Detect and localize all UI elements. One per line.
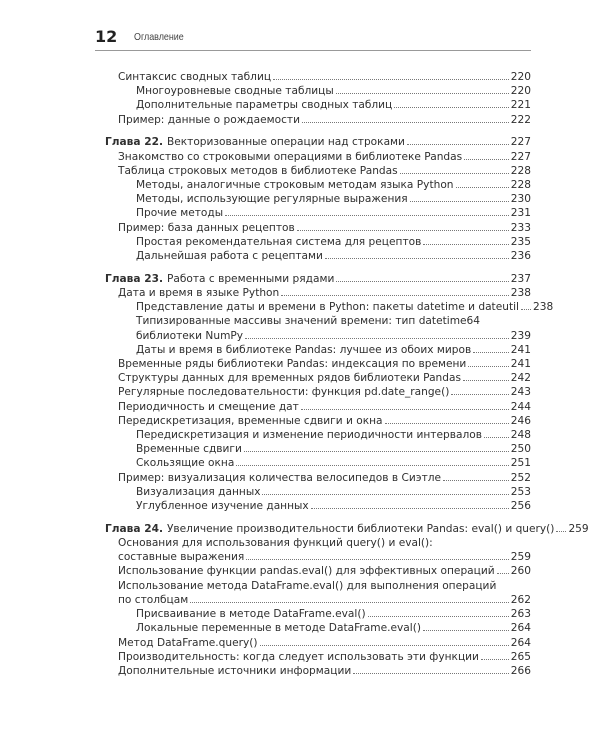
toc-page-number: 239: [510, 329, 531, 342]
toc-entry-text: Визуализация данных: [136, 485, 261, 498]
toc-page-number: 220: [510, 71, 531, 83]
toc-entry-text: Синтаксис сводных таблиц: [118, 71, 272, 83]
dot-leader: [225, 215, 509, 216]
toc-entry[interactable]: [105, 70, 531, 84]
toc-entry-text: Пример: визуализация количества велосипедов в Сиэтле: [118, 471, 442, 484]
dot-leader: [473, 352, 509, 353]
toc-entry[interactable]: [105, 84, 531, 98]
toc-entry-text: Дополнительные источники информации: [118, 664, 352, 677]
toc-page-number: 238: [510, 287, 531, 300]
toc-page-number: 256: [510, 500, 531, 513]
dot-leader: [464, 159, 509, 160]
header-rule: [95, 50, 531, 51]
dot-leader: [281, 295, 509, 296]
toc-entry[interactable]: [105, 414, 531, 428]
toc-entry-text: Знакомство со строковыми операциями в библиотеке Pandas: [118, 150, 463, 163]
toc-entry[interactable]: [105, 300, 554, 314]
toc-entry-text: Простая рекомендательная система для рецептов: [136, 235, 422, 248]
toc-page-number: 233: [510, 221, 531, 234]
dot-leader: [260, 645, 509, 646]
toc-page-number: 237: [510, 272, 531, 285]
toc-page-number: 238: [532, 301, 554, 314]
toc-entry-text: Таблица строковых методов в библиотеке Pandas: [118, 164, 398, 177]
toc-entry[interactable]: [105, 593, 531, 607]
toc-entry[interactable]: [105, 564, 531, 578]
dot-leader: [521, 309, 531, 310]
toc-entry[interactable]: [105, 607, 531, 621]
toc-page-number: 221: [510, 99, 531, 112]
toc-entry-text: Периодичность и смещение дат: [118, 400, 299, 413]
running-header-title: Оглавление: [134, 31, 184, 43]
toc-entry-text: Дополнительные параметры сводных таблиц: [136, 99, 393, 112]
toc-page-number: 248: [510, 429, 531, 442]
toc-entry[interactable]: [105, 456, 531, 470]
toc-entry[interactable]: [105, 150, 531, 164]
toc-entry[interactable]: [105, 442, 531, 456]
toc-entry-text: Локальные переменные в методе DataFrame.eval(): [136, 622, 421, 635]
dot-leader: [484, 437, 509, 438]
toc-page-number: 252: [510, 471, 531, 484]
toc-entry[interactable]: [105, 249, 531, 263]
toc-entry[interactable]: [105, 178, 531, 192]
toc-page-number: 230: [510, 193, 531, 206]
dot-leader: [302, 122, 509, 123]
toc-entry[interactable]: [105, 235, 531, 249]
toc-entry-text: Методы, использующие регулярные выражения: [136, 193, 408, 206]
dot-leader: [311, 508, 509, 509]
toc-entry[interactable]: [105, 371, 531, 385]
toc-entry-line: [105, 536, 531, 550]
toc-entry[interactable]: [105, 550, 531, 564]
toc-entry-text: Даты и время в библиотеке Pandas: лучшее из обоих миров: [136, 343, 472, 356]
dot-leader: [246, 559, 508, 560]
toc-entry[interactable]: [105, 636, 531, 650]
toc-entry-text: Прочие методы: [136, 207, 224, 220]
toc-entry-text: Многоуровневые сводные таблицы: [136, 85, 334, 98]
dot-leader: [423, 630, 509, 631]
dot-leader: [410, 201, 509, 202]
toc-chapter-entry[interactable]: [105, 272, 531, 286]
toc-entry-text: Типизированные массивы значений времени: тип datetime64: [136, 315, 481, 328]
toc-entry[interactable]: [105, 113, 531, 127]
dot-leader: [556, 531, 566, 532]
dot-leader: [394, 107, 509, 108]
toc-entry[interactable]: [105, 206, 531, 220]
toc-entry-line: [105, 579, 531, 593]
toc-entry[interactable]: [105, 98, 531, 112]
toc-entry-text: Регулярные последовательности: функция pd.date_range(): [118, 386, 450, 399]
chapter-title: Векторизованные операции над строками: [166, 136, 405, 149]
toc-entry-text: Передискретизация и изменение периодичности интервалов: [136, 429, 482, 442]
toc-page-number: 242: [510, 372, 531, 385]
toc-entry-text: Передискретизация, временные сдвиги и окна: [118, 414, 383, 427]
toc-page-number: 220: [510, 85, 531, 98]
toc-page-number: 266: [510, 664, 531, 677]
toc-entry[interactable]: [105, 485, 531, 499]
toc-entry-text-continued: по столбцам: [118, 593, 189, 606]
dot-leader: [407, 144, 509, 145]
toc-entry-text-continued: составные выражения: [118, 551, 245, 564]
toc-entry[interactable]: [105, 357, 531, 371]
dot-leader: [497, 573, 509, 574]
chapter-title: Увеличение производительности библиотеки Pandas: eval() и query(): [166, 522, 555, 535]
toc-entry-text: Скользящие окна: [136, 457, 235, 470]
toc-entry-text: Временные ряды библиотеки Pandas: индексация по времени: [118, 358, 467, 371]
toc-page-number: 259: [510, 551, 531, 564]
dot-leader: [245, 338, 509, 339]
toc-entry-text: Углубленное изучение данных: [136, 500, 309, 513]
dot-leader: [336, 93, 509, 94]
dot-leader: [423, 244, 508, 245]
table-of-contents: [105, 70, 589, 678]
toc-page-number: 231: [510, 207, 531, 220]
toc-chapter-entry[interactable]: [105, 135, 531, 149]
toc-entry[interactable]: [105, 329, 531, 343]
dot-leader: [463, 380, 509, 381]
dot-leader: [236, 465, 508, 466]
dot-leader: [385, 423, 509, 424]
toc-entry-text: Дата и время в языке Python: [118, 287, 280, 300]
toc-entry-text: Представление даты и времени в Python: пакеты datetime и dateutil: [136, 301, 519, 314]
toc-entry-text: Присваивание в методе DataFrame.eval(): [136, 608, 366, 621]
toc-chapter-entry[interactable]: [105, 522, 589, 536]
toc-page-number: 222: [510, 113, 531, 126]
toc-entry-text: Структуры данных для временных рядов библиотеки Pandas: [118, 372, 462, 385]
toc-entry[interactable]: [105, 286, 531, 300]
toc-entry-text: Использование функции pandas.eval() для эффективных операций: [118, 565, 495, 578]
toc-entry[interactable]: [105, 428, 531, 442]
dot-leader: [481, 659, 509, 660]
toc-page-number: 228: [510, 179, 531, 192]
toc-page-number: 262: [510, 593, 531, 606]
dot-leader: [190, 602, 509, 603]
toc-page-number: 264: [510, 622, 531, 635]
toc-page-number: 243: [510, 386, 531, 399]
toc-page-number: 253: [510, 485, 531, 498]
toc-page-number: 259: [568, 522, 589, 535]
toc-entry[interactable]: [105, 471, 531, 485]
toc-page-number: 250: [510, 443, 531, 456]
dot-leader: [353, 673, 509, 674]
toc-entry-text: Пример: данные о рождаемости: [118, 113, 300, 126]
dot-leader: [244, 451, 509, 452]
dot-leader: [451, 394, 508, 395]
dot-leader: [273, 79, 509, 80]
toc-entry-text: Основания для использования функций query() и eval():: [118, 537, 433, 550]
toc-entry-line: [105, 314, 531, 328]
toc-page-number: 241: [510, 343, 531, 356]
toc-entry[interactable]: [105, 621, 531, 635]
dot-leader: [443, 480, 509, 481]
toc-entry-text: Пример: база данных рецептов: [118, 221, 295, 234]
dot-leader: [456, 187, 509, 188]
dot-leader: [400, 173, 509, 174]
toc-entry[interactable]: [105, 343, 531, 357]
page-number: 12: [95, 27, 118, 46]
toc-page-number: 241: [510, 358, 531, 371]
dot-leader: [336, 281, 508, 282]
toc-page-number: 251: [510, 457, 531, 470]
toc-page-number: 246: [510, 414, 531, 427]
toc-page-number: 227: [510, 150, 531, 163]
toc-entry[interactable]: [105, 385, 531, 399]
toc-entry[interactable]: [105, 400, 531, 414]
toc-page-number: 244: [510, 400, 531, 413]
dot-leader: [262, 494, 508, 495]
toc-entry-text-continued: библиотеки NumPy: [136, 329, 244, 342]
toc-page-number: 260: [510, 565, 531, 578]
dot-leader: [325, 258, 509, 259]
toc-entry[interactable]: [105, 164, 531, 178]
toc-entry-text: Метод DataFrame.query(): [118, 636, 258, 649]
dot-leader: [301, 409, 509, 410]
chapter-label: Глава 24.: [105, 522, 163, 535]
toc-entry-text: Временные сдвиги: [136, 443, 242, 456]
toc-page-number: 236: [510, 250, 531, 263]
toc-page-number: 228: [510, 164, 531, 177]
toc-entry-text: Методы, аналогичные строковым методам языка Python: [136, 179, 454, 192]
dot-leader: [368, 616, 509, 617]
toc-entry[interactable]: [105, 650, 531, 664]
toc-page-number: 235: [510, 235, 531, 248]
toc-entry[interactable]: [105, 664, 531, 678]
toc-entry[interactable]: [105, 499, 531, 513]
chapter-label: Глава 22.: [105, 136, 163, 149]
toc-entry-text: Использование метода DataFrame.eval() для выполнения операций: [118, 579, 497, 592]
toc-page-number: 264: [510, 636, 531, 649]
toc-entry[interactable]: [105, 192, 531, 206]
chapter-label: Глава 23.: [105, 272, 163, 285]
toc-page-number: 265: [510, 650, 531, 663]
toc-entry[interactable]: [105, 221, 531, 235]
toc-entry-text: Производительность: когда следует использовать эти функции: [118, 650, 479, 663]
toc-entry-text: Дальнейшая работа с рецептами: [136, 250, 323, 263]
dot-leader: [468, 366, 508, 367]
dot-leader: [297, 230, 509, 231]
chapter-title: Работа с временными рядами: [166, 272, 335, 285]
toc-page-number: 263: [510, 608, 531, 621]
toc-page-number: 227: [510, 136, 531, 149]
